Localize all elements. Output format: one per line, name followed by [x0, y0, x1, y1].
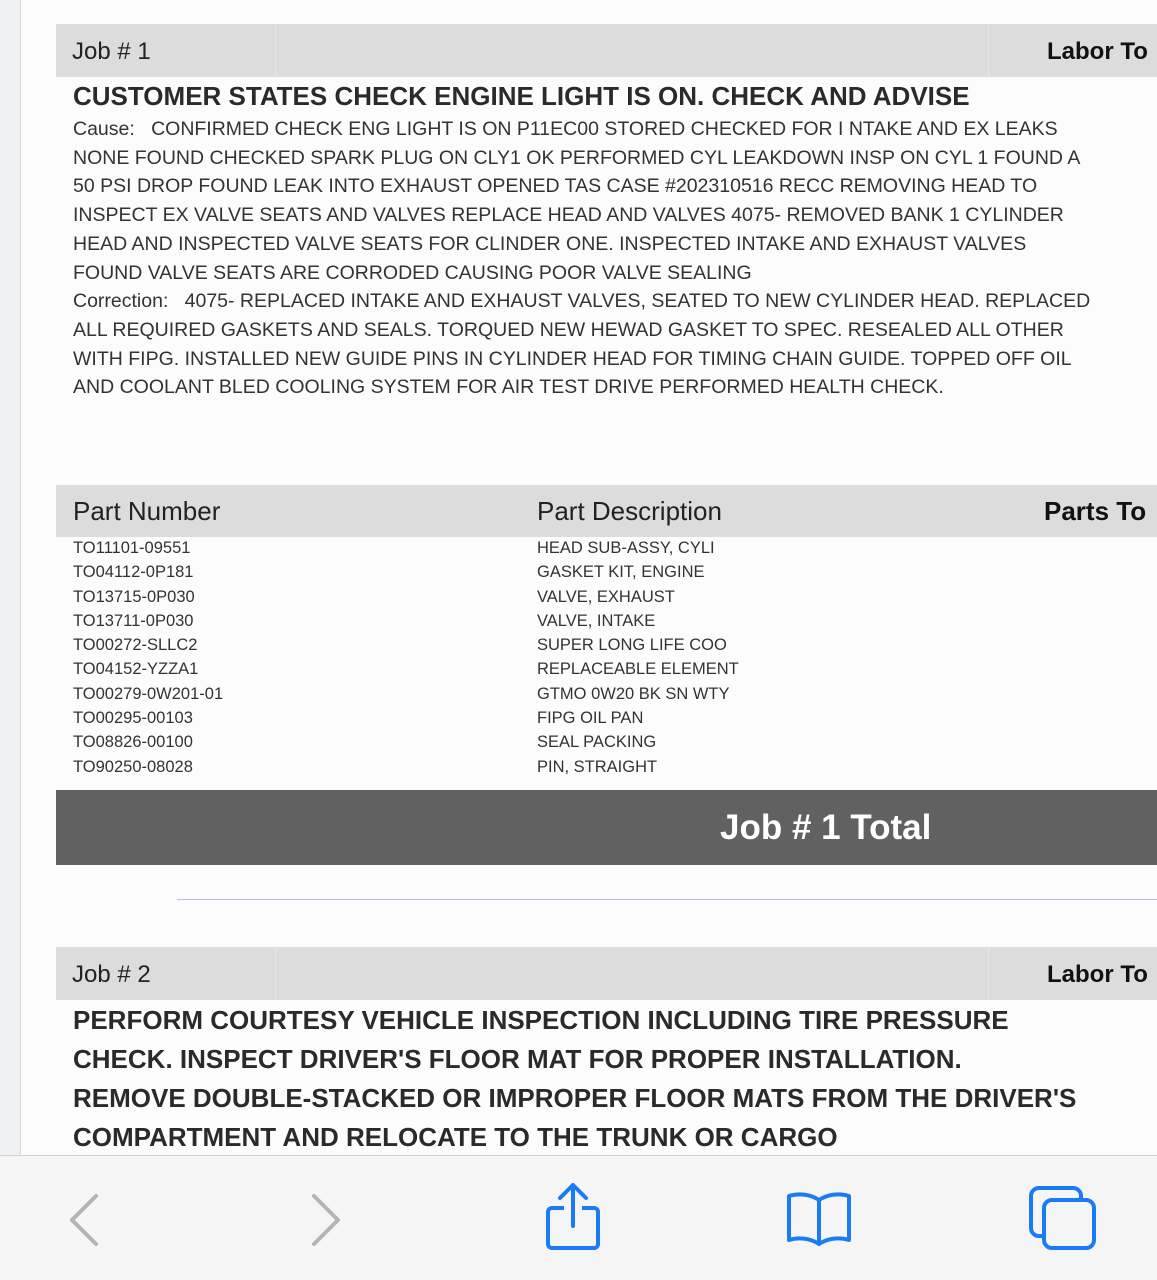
correction-paragraph: [73, 287, 1093, 402]
part-description: HEAD SUB-ASSY, CYLI: [537, 539, 715, 557]
part-number: TO04152-YZZA1: [73, 660, 199, 679]
part-number: TO08826-00100: [73, 733, 193, 752]
tabs-icon[interactable]: [1026, 1184, 1100, 1252]
part-number: TO90250-08028: [73, 757, 193, 776]
job-2-title: PERFORM COURTESY VEHICLE INSPECTION INCLUDING TIRE PRESSURE CHECK. INSPECT DRIVER'S FLOOR MAT FOR PROPER INSTALLATION. REMOVE DOUBLE-STACKED OR IMPROPER FLOOR MATS FROM THE DRIVER'S COMPARTMENT AND RELOCATE TO THE TRUNK OR CARGO: [73, 1005, 1077, 1152]
repair-order-page[interactable]: [21, 0, 1157, 1155]
part-number: TO11101-09551: [73, 539, 191, 557]
part-number: TO00279-0W201-01: [73, 684, 224, 703]
bookmarks-icon[interactable]: [784, 1190, 854, 1246]
job-1-header: [56, 24, 1157, 77]
table-row: [73, 684, 793, 708]
job-1-notes: [73, 115, 1093, 402]
table-row: [73, 538, 793, 562]
col-part-number: Part Number: [73, 496, 221, 526]
table-row: [73, 587, 793, 611]
job-1-total-bar: [56, 790, 1157, 865]
table-row: [73, 611, 793, 635]
job-1-total-label: Job # 1 Total: [720, 808, 932, 847]
part-description: VALVE, INTAKE: [537, 611, 656, 630]
back-icon[interactable]: [64, 1190, 104, 1250]
cause-text: CONFIRMED CHECK ENG LIGHT IS ON P11EC00 STORED CHECKED FOR I NTAKE AND EX LEAKS NONE FOUND CHECKED SPARK PLUG ON CLY1 OK PERFORMED CYL LEAKDOWN INSP ON CYL 1 FOUND A 50 PSI DROP FOUND LEAK INTO EXHAUST OPENED TAS CASE #202310516 RECC REMOVING HEAD TO INSPECT EX VALVE SEATS AND VALVES REPLACE HEAD AND VALVES 4075- REMOVED BANK 1 CYLINDER HEAD AND INSPECTED VALVE SEATS FOR CLINDER ONE. INSPECTED INTAKE AND EXHAUST VALVES FOUND VALVE SEATS ARE CORRODED CAUSING POOR VALVE SEALING: [73, 118, 1080, 284]
part-number: TO13711-0P030: [73, 611, 194, 630]
part-description: PIN, STRAIGHT: [537, 757, 658, 776]
parts-list: [73, 538, 793, 781]
forward-icon[interactable]: [306, 1190, 346, 1250]
part-description: SEAL PACKING: [537, 733, 657, 752]
section-divider: [177, 899, 1157, 900]
cause-label: Cause:: [73, 118, 135, 140]
table-row: [73, 732, 793, 756]
table-row: [73, 635, 793, 659]
correction-text: 4075- REPLACED INTAKE AND EXHAUST VALVES, SEATED TO NEW CYLINDER HEAD. REPLACED ALL REQUIRED GASKETS AND SEALS. TORQUED NEW HEWAD GASKET TO SPEC. RESEALED ALL OTHER WITH FIPG. INSTALLED NEW GUIDE PINS IN CYLINDER HEAD FOR TIMING CHAIN GUIDE. TOPPED OFF OIL AND COOLANT BLED COOLING SYSTEM FOR AIR TEST DRIVE PERFORMED HEALTH CHECK.: [73, 290, 1091, 399]
job-2-label: Job # 2: [72, 961, 151, 988]
col-part-description: Part Description: [537, 496, 722, 526]
table-row: [73, 562, 793, 586]
part-number: TO00295-00103: [73, 709, 193, 728]
cause-paragraph: [73, 115, 1093, 287]
table-row: [73, 659, 793, 683]
sidebar-gutter: [0, 0, 21, 1155]
part-description: FIPG OIL PAN: [537, 709, 644, 728]
job-1-label: Job # 1: [72, 38, 151, 65]
col-parts-total: Parts To: [1044, 496, 1147, 526]
table-row: [73, 757, 793, 781]
browser-toolbar: [0, 1155, 1157, 1280]
job-2-labor-total-header: Labor To: [1047, 961, 1148, 988]
part-description: REPLACEABLE ELEMENT: [537, 660, 739, 679]
job-1-title: CUSTOMER STATES CHECK ENGINE LIGHT IS ON. CHECK AND ADVISE: [73, 81, 970, 111]
part-description: GTMO 0W20 BK SN WTY: [537, 684, 730, 703]
job-1-labor-total-header: Labor To: [1047, 38, 1148, 65]
part-description: VALVE, EXHAUST: [537, 587, 675, 606]
correction-label: Correction:: [73, 290, 169, 313]
part-description: GASKET KIT, ENGINE: [537, 563, 705, 582]
part-number: TO13715-0P030: [73, 587, 195, 606]
part-number: TO00272-SLLC2: [73, 636, 198, 655]
job-2-header: [56, 947, 1157, 1000]
table-row: [73, 708, 793, 732]
parts-table-header: [56, 485, 1157, 537]
part-description: SUPER LONG LIFE COO: [537, 636, 727, 655]
part-number: TO04112-0P181: [73, 563, 194, 582]
share-icon[interactable]: [540, 1180, 606, 1252]
